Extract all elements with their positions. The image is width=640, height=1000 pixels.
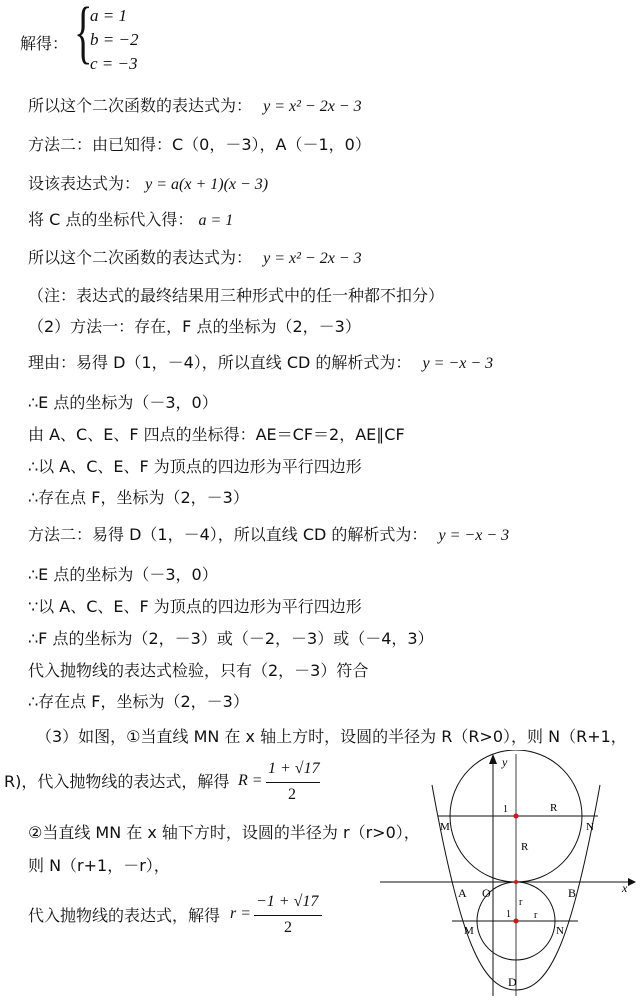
sub-line <box>28 210 233 231</box>
label-r-1: r <box>519 897 523 908</box>
label-y: y <box>502 755 508 769</box>
expr-line-2 <box>28 248 362 269</box>
part3-line-e: 代入抛物线的表达式，解得 <box>28 906 221 925</box>
system-eq-c: c = −3 <box>90 54 138 73</box>
sub-text: 将 C 点的坐标代入得： <box>28 210 194 229</box>
f-options: ∴F 点的坐标为（2，－3）或（－2，－3）或（－4，3） <box>28 629 434 648</box>
fraction-R-bar <box>266 782 320 783</box>
method2-line: 方法二：由已知得：C（0，－3），A（－1，0） <box>28 135 371 154</box>
label-R-1: R <box>550 802 558 814</box>
expr-line-1 <box>28 96 362 117</box>
expr-cd-2: y = −x − 3 <box>438 527 510 544</box>
lower-center-dot <box>514 919 519 924</box>
solve-label: 解得： <box>20 34 69 53</box>
part2-method1: （2）方法一：存在，F 点的坐标为（2，－3） <box>28 317 361 336</box>
parallelogram-1: ∴以 A、C、E、F 为顶点的四边形为平行四边形 <box>28 457 362 476</box>
upper-center-dot <box>514 814 519 819</box>
label-one-top: 1 <box>503 804 508 815</box>
fraction-r <box>230 893 330 939</box>
label-one-bot: 1 <box>506 909 511 920</box>
expr-line-1-text: 所以这个二次函数的表达式为： <box>28 96 253 115</box>
ae-cf-line: 由 A、C、E、F 四点的坐标得：AE＝CF＝2，AE∥CF <box>28 425 405 444</box>
label-A: A <box>458 886 467 900</box>
x-axis-arrow <box>628 878 636 886</box>
label-N-bot: N <box>556 925 564 937</box>
expr-factored: y = a(x + 1)(x − 3) <box>145 176 269 193</box>
reason-line <box>28 353 493 374</box>
reason-text: 理由：易得 D（1，－4），所以直线 CD 的解析式为： <box>28 353 412 372</box>
fraction-R <box>238 760 328 806</box>
fraction-r-numerator: −1 + √17 <box>256 893 319 910</box>
exists-2: ∴存在点 F，坐标为（2，－3） <box>28 692 249 711</box>
fraction-r-bar <box>254 915 322 916</box>
label-M-bot: M <box>464 925 474 937</box>
exists-1: ∴存在点 F，坐标为（2，－3） <box>28 488 249 507</box>
fraction-R-numerator: 1 + √17 <box>268 760 320 777</box>
expr-cd-1: y = −x − 3 <box>422 355 494 372</box>
e-coord-1: ∴E 点的坐标为（－3，0） <box>28 393 218 412</box>
label-O: O <box>482 886 491 900</box>
method2-part2-line <box>28 525 509 546</box>
label-r-2: r <box>534 910 538 921</box>
label-M-top: M <box>440 821 450 833</box>
tangent-point-dot <box>514 880 518 884</box>
set-expr-text: 设该表达式为： <box>28 174 141 193</box>
label-x: x <box>622 881 628 895</box>
label-D: D <box>508 975 517 989</box>
part3-line-b: R)，代入抛物线的表达式，解得 <box>4 772 230 791</box>
system-eq-a: a = 1 <box>90 6 127 25</box>
system-brace: { <box>74 0 93 71</box>
expr-quadratic-1: y = x² − 2x − 3 <box>263 98 362 115</box>
expr-quadratic-2: y = x² − 2x − 3 <box>263 250 362 267</box>
geometry-figure <box>380 750 640 1000</box>
label-R-2: R <box>521 841 529 853</box>
label-N-top: N <box>586 821 594 833</box>
part3-line-d: 则 N（r+1，－r）， <box>28 856 170 875</box>
method2-part2-text: 方法二：易得 D（1，－4），所以直线 CD 的解析式为： <box>28 525 428 544</box>
part3-line-c: ②当直线 MN 在 x 轴下方时，设圆的半径为 r（r>0）， <box>28 823 420 842</box>
fraction-r-var: r = <box>230 905 252 922</box>
fraction-r-denominator: 2 <box>284 919 292 936</box>
note-line: （注：表达式的最终结果用三种形式中的任一种都不扣分） <box>28 286 445 305</box>
fraction-R-var: R = <box>238 772 263 789</box>
expr-a: a = 1 <box>198 212 234 229</box>
label-B: B <box>568 886 577 900</box>
part3-line-a: （3）如图，①当直线 MN 在 x 轴上方时，设圆的半径为 R（R>0），则 N（R+1， <box>36 727 627 746</box>
because-parallelogram: ∵以 A、C、E、F 为顶点的四边形为平行四边形 <box>28 597 362 616</box>
system-eq-b: b = −2 <box>90 30 139 49</box>
expr-line-2-text: 所以这个二次函数的表达式为： <box>28 248 253 267</box>
fraction-R-denominator: 2 <box>288 786 296 803</box>
e-coord-2: ∴E 点的坐标为（－3，0） <box>28 565 218 584</box>
set-expr-line <box>28 174 268 195</box>
check-line: 代入抛物线的表达式检验，只有（2，－3）符合 <box>28 661 369 680</box>
